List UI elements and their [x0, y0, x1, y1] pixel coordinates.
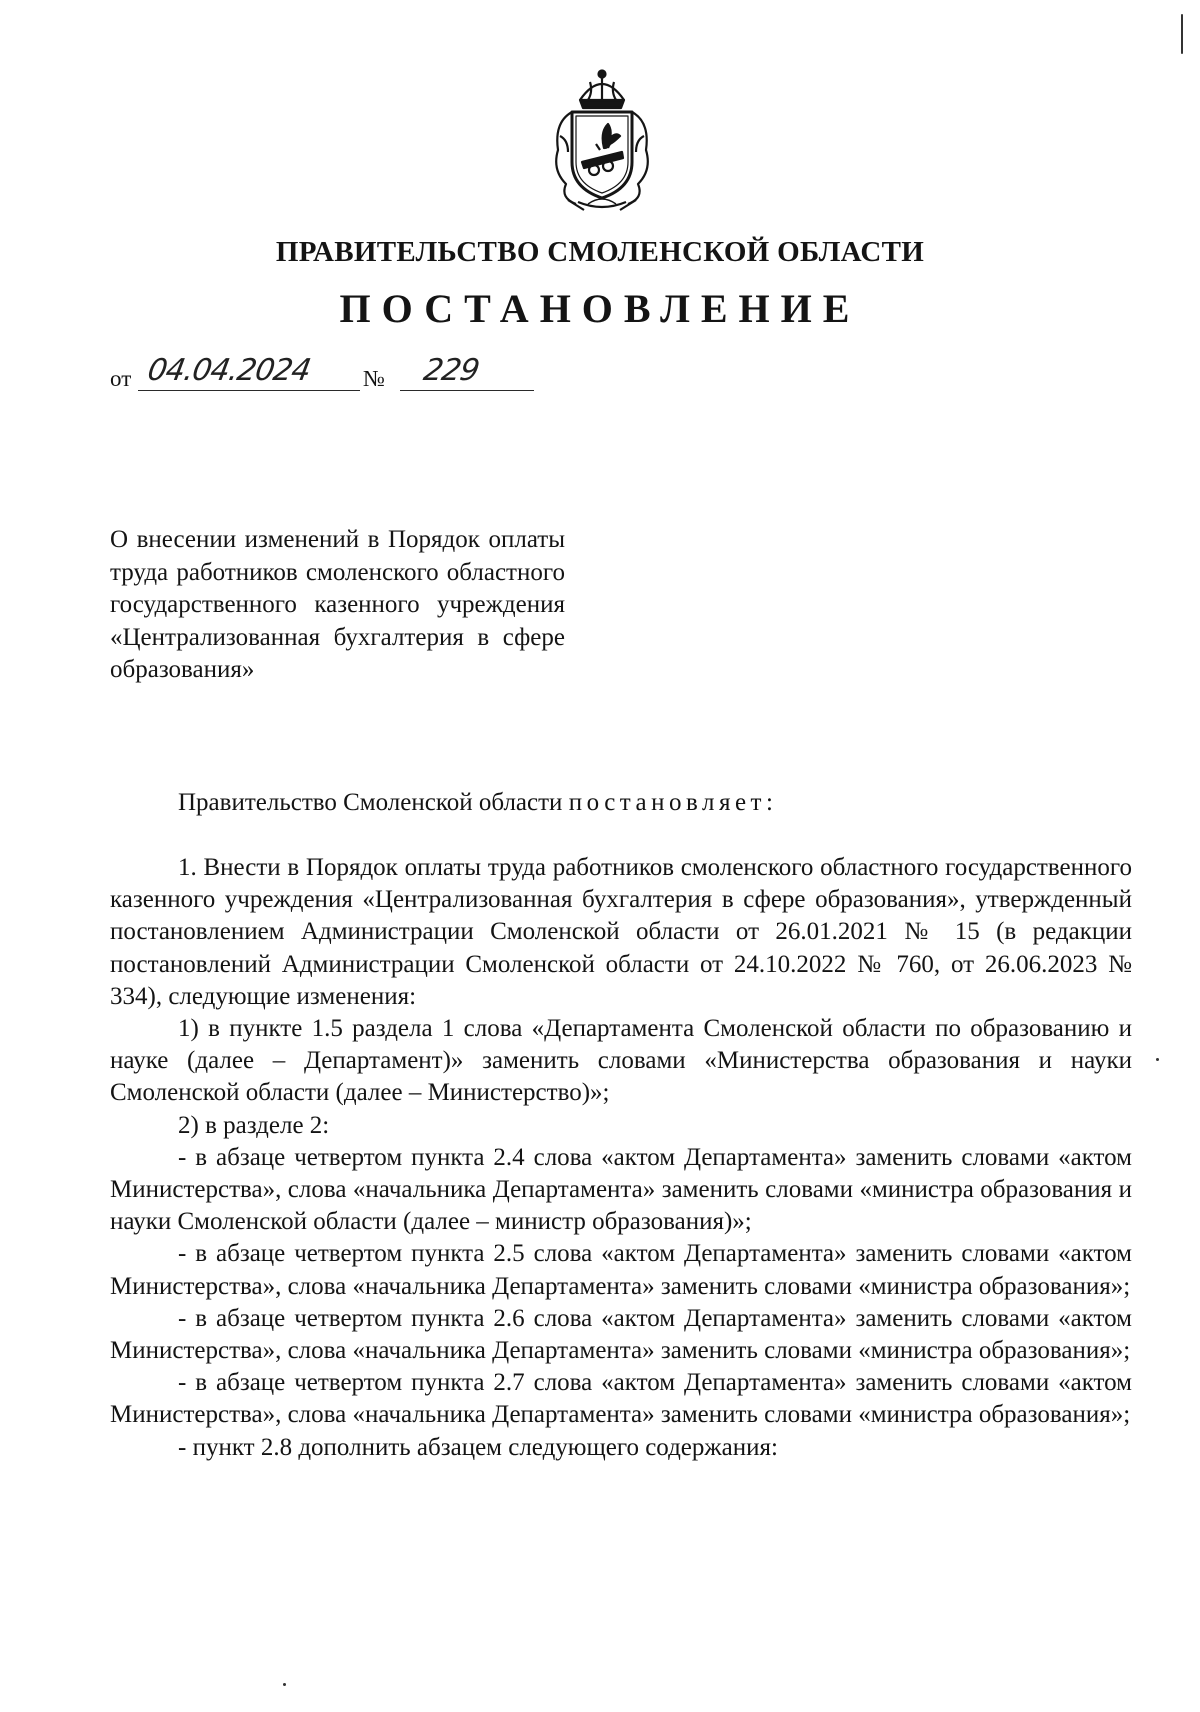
document-subject: О внесении изменений в Порядок оплаты труда работников смоленского областного государственного казенного учреждения «Централизованная бухгалтерия в сфере образования»	[110, 526, 565, 683]
paragraph-6: - в абзаце четвертом пункта 2.6 слова «актом Департамента» заменить словами «актом Министерства», слова «начальника Департамента» заменить словами «министра образования»;	[110, 1304, 1132, 1365]
organization-name: ПРАВИТЕЛЬСТВО СМОЛЕНСКОЙ ОБЛАСТИ	[275, 236, 925, 268]
handwritten-number: 229	[420, 353, 482, 388]
paragraph-8: - пункт 2.8 дополнить абзацем следующего содержания:	[178, 1433, 778, 1461]
document-body	[110, 852, 1132, 1464]
paragraph-1: 1. Внести в Порядок оплаты труда работников смоленского областного государственного казенного учреждения «Централизованная бухгалтерия в сфере образования», утвержденный постановлением Администрации Смоленской области от 26.01.2021 № 15 (в редакции постановлений Администрации Смоленской области от 24.10.2022 № 760, от 26.06.2023 № 334), следующие изменения:	[110, 854, 1132, 1010]
date-blank	[138, 352, 360, 391]
paragraph-7: - в абзаце четвертом пункта 2.7 слова «актом Департамента» заменить словами «актом Министерства», слова «начальника Департамента» заменить словами «министра образования»;	[110, 1369, 1132, 1429]
preamble	[178, 789, 777, 817]
paragraph-4: - в абзаце четвертом пункта 2.4 слова «актом Департамента» заменить словами «актом Министерства», слова «начальника Департамента» заменить словами «министра образования и науки Смоленской области (далее – министр образования)»;	[110, 1143, 1132, 1236]
preamble-verb: постановляет:	[568, 789, 778, 816]
registration-line	[110, 352, 570, 398]
scan-speck	[283, 1683, 286, 1686]
number-blank	[400, 352, 534, 391]
handwritten-date: 04.04.2024	[144, 353, 313, 388]
date-label: от	[110, 366, 132, 391]
smolensk-coat-of-arms-icon	[538, 66, 666, 214]
paragraph-2: 1) в пункте 1.5 раздела 1 слова «Департамента Смоленской области по образованию и науке (далее – Департамент)» заменить словами «Министерства образования и науки Смоленской области (далее – Министерство)»;	[110, 1015, 1132, 1107]
number-label: №	[363, 366, 385, 391]
scan-speck	[1156, 1058, 1159, 1061]
scan-speck	[1181, 14, 1183, 54]
paragraph-3: 2) в разделе 2:	[178, 1111, 330, 1139]
document-type-title: ПОСТАНОВЛЕНИЕ	[339, 286, 861, 331]
paragraph-5: - в абзаце четвертом пункта 2.5 слова «актом Департамента» заменить словами «актом Министерства», слова «начальника Департамента» заменить словами «министра образования»;	[110, 1240, 1132, 1300]
preamble-text: Правительство Смоленской области	[178, 789, 563, 816]
